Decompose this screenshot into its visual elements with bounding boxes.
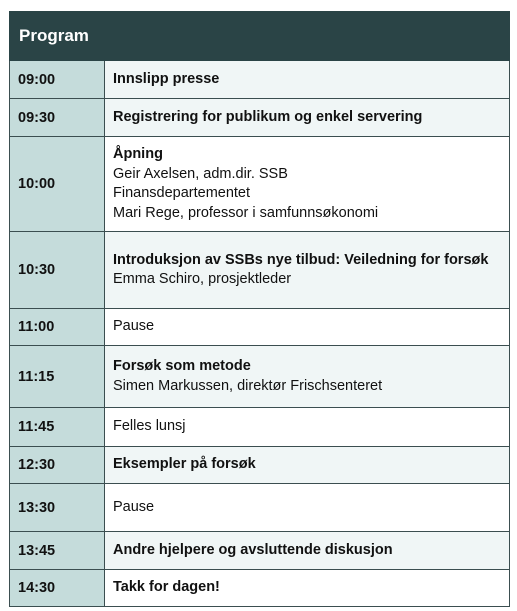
schedule-content [105,346,509,407]
schedule-row [10,308,509,345]
schedule-content [105,570,509,606]
schedule-row [10,569,509,606]
schedule-content [105,137,509,231]
schedule-title: Registrering for publikum og enkel servering [113,108,423,125]
program-rows [9,61,510,607]
schedule-title: Introduksjon av SSBs nye tilbud: Veiledning for forsøk [113,251,489,268]
schedule-detail-line: Geir Axelsen, adm.dir. SSB [113,165,288,182]
schedule-title: Pause [113,318,155,335]
schedule-time: 12:30 [10,447,105,483]
schedule-time: 14:30 [10,570,105,606]
schedule-title: Åpning [113,146,163,162]
schedule-title: Eksempler på forsøk [113,456,256,473]
schedule-time: 11:15 [10,346,105,407]
schedule-time: 13:45 [10,532,105,569]
schedule-title: Andre hjelpere og avsluttende diskusjon [113,541,393,558]
schedule-time: 09:30 [10,99,105,136]
schedule-content [105,408,509,446]
program-header [9,11,510,61]
schedule-detail-line: Finansdepartementet [113,185,251,201]
schedule-content [105,484,509,531]
schedule-row [10,61,509,98]
schedule-content [105,61,509,98]
schedule-time: 11:00 [10,309,105,345]
schedule-time: 09:00 [10,61,105,98]
schedule-content [105,447,509,483]
schedule-title: Takk for dagen! [113,579,220,596]
schedule-time: 10:30 [10,232,105,308]
schedule-content [105,232,509,308]
schedule-row [10,231,509,308]
schedule-detail-line: Mari Rege, professor i samfunnsøkonomi [113,204,379,221]
schedule-row [10,483,509,531]
schedule-content [105,532,509,569]
schedule-time: 10:00 [10,137,105,231]
schedule-row [10,136,509,231]
schedule-title: Pause [113,498,155,515]
schedule-title: Innslipp presse [113,70,220,87]
schedule-title: Felles lunsj [113,418,186,435]
schedule-row [10,345,509,407]
schedule-title: Forsøk som metode [113,358,251,374]
schedule-time: 13:30 [10,484,105,531]
schedule-content [105,309,509,345]
schedule-row [10,407,509,446]
program-table [9,11,510,607]
schedule-content [105,99,509,136]
schedule-detail-line: Simen Markussen, direktør Frischsenteret [113,377,383,394]
schedule-detail-line: Emma Schiro, prosjektleder [113,271,292,287]
schedule-row [10,446,509,483]
schedule-row [10,531,509,569]
schedule-row [10,98,509,136]
program-title: Program [19,26,89,45]
schedule-time: 11:45 [10,408,105,446]
